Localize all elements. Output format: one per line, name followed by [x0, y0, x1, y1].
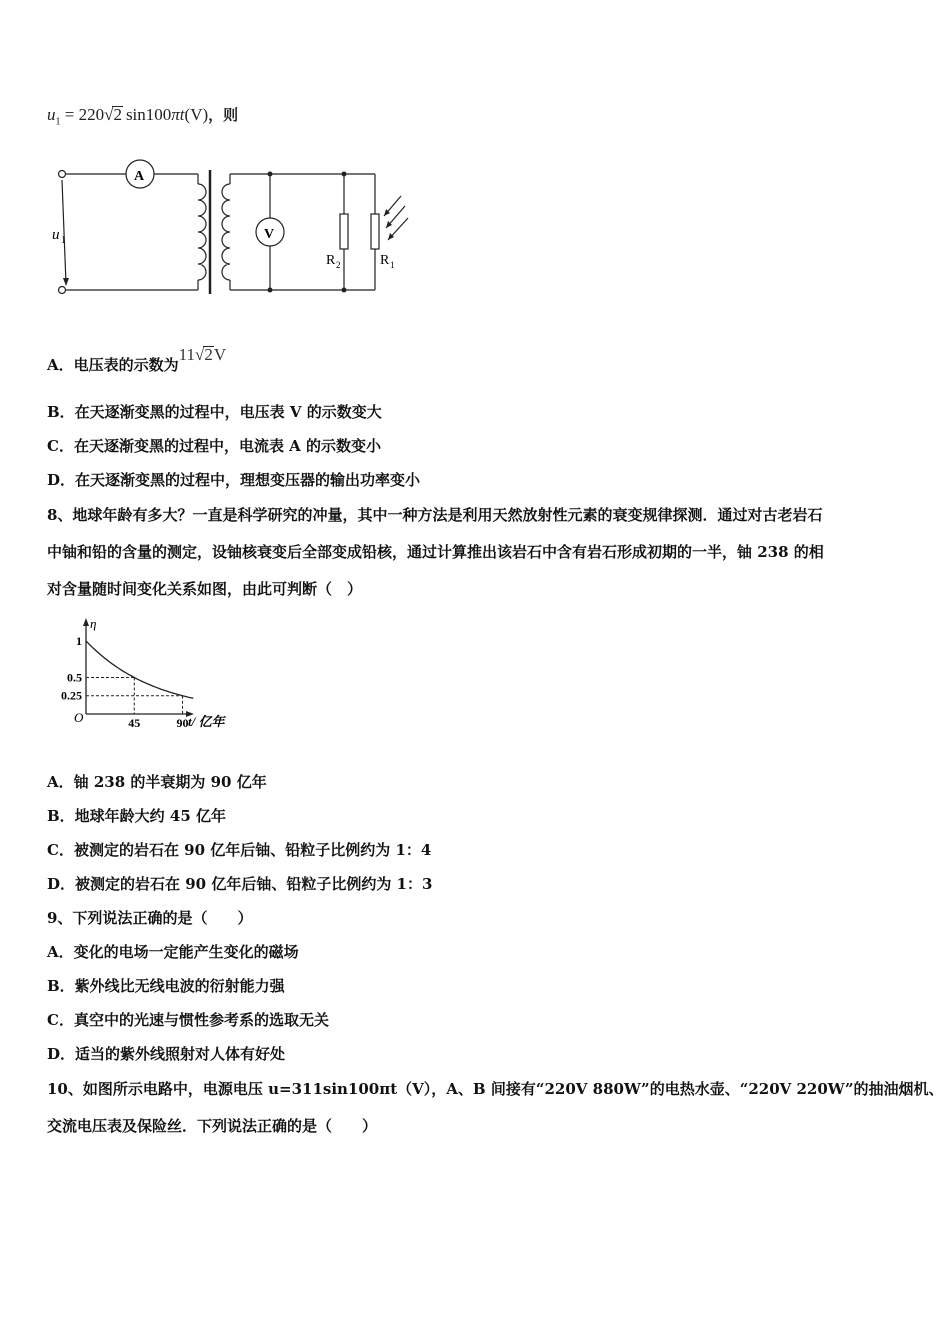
- decay-curve: [86, 641, 193, 698]
- a-value-number: 11: [178, 345, 196, 364]
- x-axis-label: t/ 亿年: [188, 714, 225, 729]
- input-label: u: [52, 227, 60, 243]
- decay-chart: [50, 614, 250, 734]
- circuit-diagram: [50, 152, 420, 312]
- q8-stem-line1: 8、地球年龄有多大？一直是科学研究的冲量，其中一种方法是利用天然放射性元素的衰变规律探测．通过对古老岩石: [47, 506, 823, 524]
- resistor-r1: [371, 214, 379, 249]
- q7-option-a: [47, 345, 227, 375]
- y-axis-label: η: [90, 616, 97, 631]
- q10-stem-line1: 10、如图所示电路中，电源电压 u=311sin100πt（V），A、B 间接有“220V 880W”的电热水壶、“220V 220W”的抽油烟机、: [47, 1080, 944, 1098]
- formula-eq: = 220: [60, 105, 105, 124]
- q7-option-a-text: A．电压表的示数为: [47, 356, 179, 374]
- secondary-coil: [222, 184, 230, 280]
- formula-tail: sin100: [125, 105, 172, 124]
- q8-option-c: C．被测定的岩石在 90 亿年后铀、铅粒子比例约为 1：4: [47, 841, 432, 859]
- terminal-bottom: [59, 287, 66, 294]
- formula-pit: πt: [171, 105, 185, 124]
- q9-stem: 9、下列说法正确的是（ ）: [47, 909, 253, 927]
- formula-root: 2: [113, 105, 122, 124]
- formula-var: u: [47, 105, 56, 124]
- r1-label: R: [380, 253, 390, 268]
- q8-option-a: A．铀 238 的半衰期为 90 亿年: [47, 773, 267, 791]
- q8-option-d: D．被测定的岩石在 90 亿年后铀、铅粒子比例约为 1：3: [47, 875, 433, 893]
- light-arrows-icon: [384, 196, 408, 240]
- y-tick-label: 0.25: [61, 688, 82, 703]
- sqrt-icon: √: [104, 105, 114, 124]
- q8-stem-line3: 对含量随时间变化关系如图，由此可判断（ ）: [47, 580, 363, 598]
- ammeter-label: A: [134, 169, 145, 184]
- r1-sub: 1: [390, 260, 395, 270]
- x-tick-label: 45: [128, 716, 141, 730]
- x-tick-label: 90: [176, 716, 189, 730]
- r2-label: R: [326, 253, 336, 268]
- q8-stem-line2: 中铀和铅的含量的测定，设铀核衰变后全部变成铅核，通过计算推出该岩石中含有岩石形成初期的一半，铀 238 的相: [47, 543, 824, 561]
- y-tick-label: 0.5: [67, 670, 82, 685]
- q7-option-d: D．在天逐渐变黑的过程中，理想变压器的输出功率变小: [47, 471, 421, 489]
- a-value-root: 2: [204, 345, 213, 364]
- junction-dot: [342, 288, 347, 293]
- input-sub: 1: [61, 235, 66, 246]
- q9-option-d: D．适当的紫外线照射对人体有好处: [47, 1045, 286, 1063]
- junction-dot: [268, 288, 273, 293]
- q10-stem-line2: 交流电压表及保险丝．下列说法正确的是（ ）: [47, 1117, 378, 1135]
- origin-label: O: [74, 710, 84, 725]
- junction-dot: [342, 172, 347, 177]
- q9-option-a: A．变化的电场一定能产生变化的磁场: [47, 943, 299, 961]
- r2-sub: 2: [336, 260, 341, 270]
- resistor-r2: [340, 214, 348, 249]
- q9-option-c: C．真空中的光速与惯性参考系的选取无关: [47, 1011, 329, 1029]
- sqrt-icon: √: [195, 345, 205, 364]
- a-value-unit: V: [213, 345, 227, 364]
- q7-option-c: C．在天逐渐变黑的过程中，电流表 A 的示数变小: [47, 437, 382, 455]
- y-tick-label: 1: [76, 633, 82, 648]
- voltmeter-label: V: [264, 227, 275, 242]
- q8-option-b: B．地球年龄大约 45 亿年: [47, 807, 226, 825]
- formula-suffix: ，则: [208, 106, 239, 124]
- y-axis-arrow-icon: [83, 618, 89, 626]
- formula-line: [47, 104, 238, 127]
- terminal-top: [59, 171, 66, 178]
- primary-coil: [198, 184, 206, 280]
- formula-sub: 1: [55, 116, 61, 128]
- q9-option-b: B．紫外线比无线电波的衍射能力强: [47, 977, 285, 995]
- q7-option-a-value: [179, 345, 227, 364]
- q7-option-b: B．在天逐渐变黑的过程中，电压表 V 的示数变大: [47, 403, 382, 421]
- junction-dot: [268, 172, 273, 177]
- formula-unit: (V): [184, 105, 209, 124]
